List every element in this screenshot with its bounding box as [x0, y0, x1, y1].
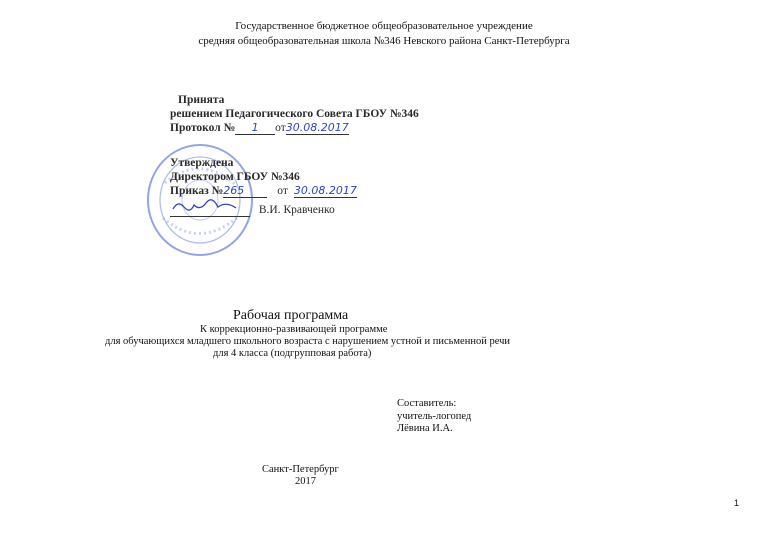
school-name-line1: Государственное бюджетное общеобразовательное учреждение: [235, 20, 533, 32]
approved-date: 30.08.2017: [293, 184, 357, 197]
accepted-from-label: от: [275, 122, 286, 134]
approved-from-label: от: [277, 185, 288, 197]
signature-icon: [170, 199, 240, 213]
order-number: 265: [223, 184, 245, 197]
program-title: Рабочая программа: [233, 308, 349, 323]
page-number: 1: [734, 498, 740, 508]
protocol-label: Протокол №: [170, 122, 236, 134]
accepted-title: Принята: [178, 94, 225, 106]
approved-order-line: [170, 184, 357, 198]
official-stamp: [145, 138, 255, 258]
author-role: учитель-логопед: [397, 411, 472, 422]
protocol-number: 1: [251, 121, 259, 134]
order-label: Приказ №: [170, 185, 224, 197]
approved-signature-line: [170, 199, 335, 217]
school-name-line2: средняя общеобразовательная школа №346 Невского района Санкт-Петербурга: [198, 35, 570, 47]
program-line3: для 4 класса (подгрупповая работа): [213, 348, 372, 359]
accepted-protocol-line: [170, 121, 349, 135]
signer-name: В.И. Кравченко: [258, 204, 335, 216]
approved-director-line: Директором ГБОУ №346: [170, 171, 300, 183]
accepted-date: 30.08.2017: [285, 121, 349, 134]
approved-title: Утверждена: [170, 157, 234, 169]
year: 2017: [295, 476, 316, 487]
author-label: Составитель:: [397, 398, 457, 409]
accepted-council-line: решением Педагогического Совета ГБОУ №346: [170, 108, 419, 120]
program-line1: К коррекционно-развивающей программе: [200, 324, 388, 335]
city: Санкт-Петербург: [262, 464, 339, 475]
author-name: Лёвина И.А.: [397, 423, 453, 434]
program-line2: для обучающихся младшего школьного возраста с нарушением устной и письменной речи: [105, 336, 510, 347]
